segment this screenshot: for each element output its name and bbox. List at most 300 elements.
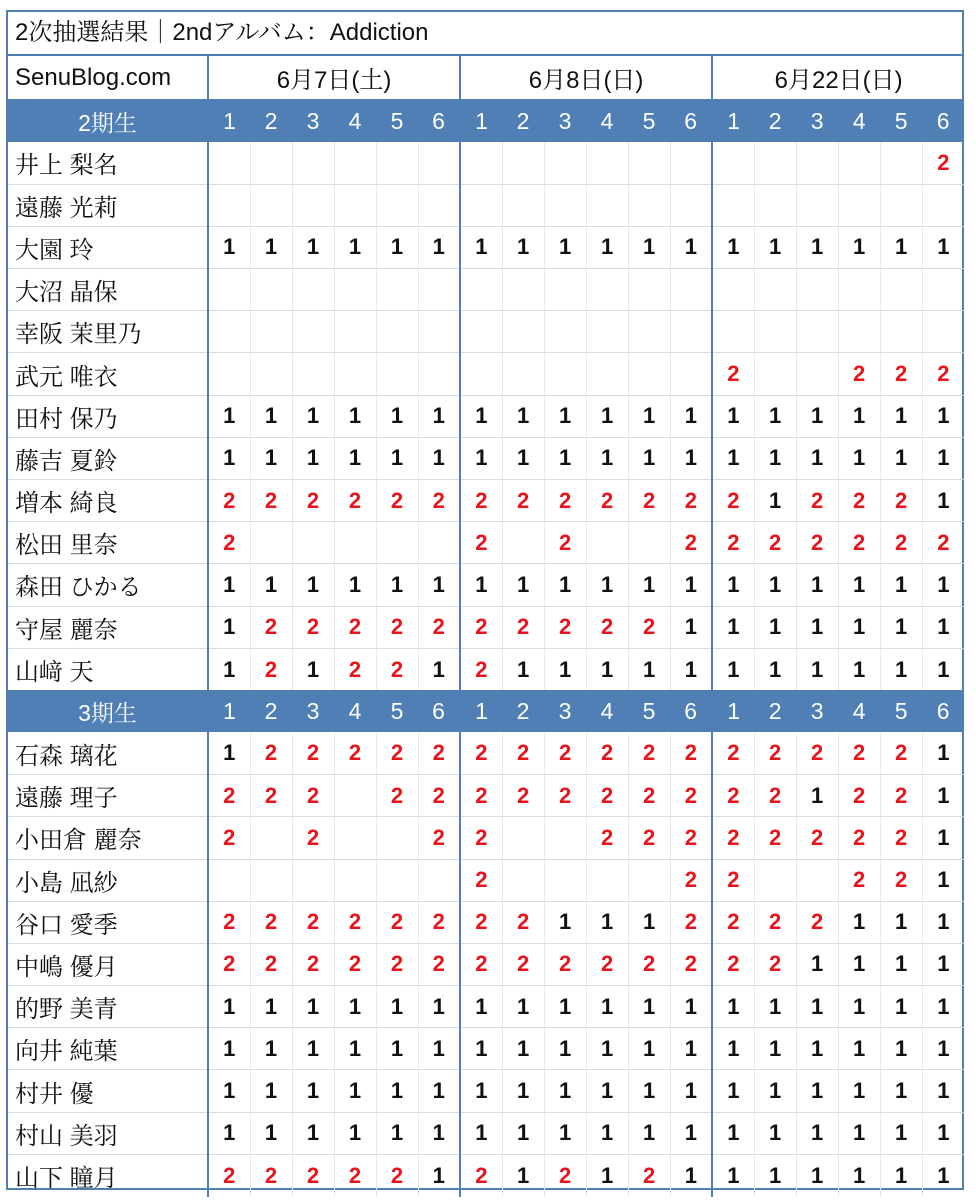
result-cell: 1 bbox=[628, 986, 670, 1028]
result-cell: 2 bbox=[376, 480, 418, 522]
result-cell: 1 bbox=[922, 859, 964, 901]
member-name: 藤吉 夏鈴 bbox=[8, 437, 208, 479]
result-cell: 2 bbox=[586, 775, 628, 817]
result-cell: 2 bbox=[838, 732, 880, 774]
result-cell: 1 bbox=[712, 395, 754, 437]
result-cell bbox=[376, 184, 418, 226]
result-cell: 1 bbox=[922, 648, 964, 690]
result-cell: 2 bbox=[502, 606, 544, 648]
result-cell: 2 bbox=[796, 901, 838, 943]
slot-number: 6 bbox=[670, 100, 712, 142]
date-header-0: 6月7日(土) bbox=[208, 56, 460, 100]
slot-number: 5 bbox=[390, 108, 404, 134]
result-cell: 2 bbox=[586, 606, 628, 648]
member-row bbox=[8, 1028, 964, 1070]
slot-number: 6 bbox=[936, 108, 950, 134]
result-cell bbox=[544, 353, 586, 395]
result-cell: 2 bbox=[334, 732, 376, 774]
result-cell: 1 bbox=[754, 648, 796, 690]
result-cell: 1 bbox=[208, 1028, 250, 1070]
member-row bbox=[8, 226, 964, 268]
result-cell: 2 bbox=[838, 775, 880, 817]
result-cell: 1 bbox=[544, 1028, 586, 1070]
result-cell: 1 bbox=[922, 901, 964, 943]
result-cell: 1 bbox=[880, 986, 922, 1028]
slot-number: 5 bbox=[894, 697, 908, 724]
result-cell: 1 bbox=[628, 395, 670, 437]
result-cell: 2 bbox=[376, 775, 418, 817]
result-cell bbox=[208, 269, 250, 311]
result-cell: 1 bbox=[628, 1070, 670, 1112]
result-cell: 2 bbox=[292, 606, 334, 648]
slot-number: 1 bbox=[727, 697, 741, 724]
result-cell: 2 bbox=[376, 606, 418, 648]
result-cell: 1 bbox=[292, 1028, 334, 1070]
result-cell: 1 bbox=[838, 437, 880, 479]
result-cell: 1 bbox=[502, 564, 544, 606]
member-name: 井上 梨名 bbox=[8, 142, 208, 184]
result-cell: 1 bbox=[796, 564, 838, 606]
result-cell bbox=[712, 311, 754, 353]
result-cell: 1 bbox=[712, 1112, 754, 1154]
result-cell: 2 bbox=[250, 1154, 292, 1196]
result-cell: 1 bbox=[838, 564, 880, 606]
result-cell: 2 bbox=[544, 732, 586, 774]
result-cell bbox=[544, 817, 586, 859]
result-cell: 1 bbox=[544, 395, 586, 437]
result-cell: 1 bbox=[628, 901, 670, 943]
result-cell bbox=[250, 184, 292, 226]
result-cell: 2 bbox=[880, 859, 922, 901]
result-cell bbox=[334, 142, 376, 184]
result-cell: 1 bbox=[754, 480, 796, 522]
result-cell: 1 bbox=[334, 1070, 376, 1112]
result-cell bbox=[880, 269, 922, 311]
result-cell bbox=[460, 353, 502, 395]
result-cell: 1 bbox=[418, 648, 460, 690]
result-cell: 1 bbox=[502, 986, 544, 1028]
result-cell bbox=[334, 775, 376, 817]
member-row bbox=[8, 184, 964, 226]
result-cell: 1 bbox=[376, 1028, 418, 1070]
result-cell: 1 bbox=[334, 564, 376, 606]
result-cell: 2 bbox=[502, 775, 544, 817]
result-cell bbox=[922, 311, 964, 353]
member-row bbox=[8, 732, 964, 774]
member-row bbox=[8, 142, 964, 184]
slot-number: 4 bbox=[348, 697, 362, 724]
member-row bbox=[8, 817, 964, 859]
result-cell: 1 bbox=[208, 226, 250, 268]
result-cell: 2 bbox=[292, 480, 334, 522]
result-cell: 1 bbox=[208, 395, 250, 437]
result-cell: 1 bbox=[796, 648, 838, 690]
slot-number: 1 bbox=[727, 108, 741, 134]
result-cell: 1 bbox=[880, 901, 922, 943]
result-cell: 1 bbox=[670, 226, 712, 268]
result-cell: 2 bbox=[418, 901, 460, 943]
result-cell: 2 bbox=[376, 901, 418, 943]
member-name: 松田 里奈 bbox=[8, 522, 208, 564]
result-cell bbox=[754, 142, 796, 184]
result-cell: 1 bbox=[796, 226, 838, 268]
result-cell: 1 bbox=[922, 1112, 964, 1154]
result-cell: 2 bbox=[838, 859, 880, 901]
result-cell bbox=[628, 184, 670, 226]
result-cell: 1 bbox=[460, 395, 502, 437]
site-name: SenuBlog.com bbox=[8, 56, 208, 100]
result-cell: 1 bbox=[250, 986, 292, 1028]
result-cell bbox=[208, 859, 250, 901]
result-cell: 1 bbox=[376, 1112, 418, 1154]
result-cell bbox=[628, 142, 670, 184]
slot-number: 5 bbox=[642, 108, 656, 134]
result-cell: 1 bbox=[922, 564, 964, 606]
result-cell: 1 bbox=[418, 395, 460, 437]
result-cell bbox=[334, 817, 376, 859]
member-row bbox=[8, 353, 964, 395]
slot-number: 3 bbox=[810, 108, 824, 134]
result-cell: 2 bbox=[460, 901, 502, 943]
result-cell bbox=[586, 184, 628, 226]
slot-number: 1 bbox=[223, 697, 236, 724]
result-cell: 1 bbox=[922, 1154, 964, 1196]
result-cell: 1 bbox=[544, 1070, 586, 1112]
result-cell bbox=[628, 859, 670, 901]
lottery-results-table bbox=[8, 56, 964, 1197]
result-cell: 1 bbox=[712, 564, 754, 606]
result-cell bbox=[586, 522, 628, 564]
result-cell: 1 bbox=[838, 1154, 880, 1196]
result-cell bbox=[922, 184, 964, 226]
slot-number: 3 bbox=[306, 108, 320, 134]
result-cell: 1 bbox=[838, 901, 880, 943]
result-cell: 2 bbox=[796, 522, 838, 564]
group-header-row bbox=[8, 100, 964, 142]
result-cell: 2 bbox=[586, 732, 628, 774]
slot-number: 4 bbox=[600, 108, 614, 134]
slot-number: 2 bbox=[264, 108, 278, 134]
result-cell bbox=[796, 269, 838, 311]
result-cell: 1 bbox=[334, 1028, 376, 1070]
slot-number: 2 bbox=[516, 108, 530, 134]
result-cell: 2 bbox=[712, 353, 754, 395]
slot-number: 4 bbox=[852, 108, 866, 134]
result-cell: 2 bbox=[922, 522, 964, 564]
result-cell bbox=[292, 859, 334, 901]
member-row bbox=[8, 395, 964, 437]
slot-number: 2 bbox=[768, 697, 782, 724]
result-cell: 1 bbox=[334, 226, 376, 268]
member-row bbox=[8, 606, 964, 648]
result-cell: 2 bbox=[334, 1154, 376, 1196]
slot-number: 1 bbox=[223, 108, 236, 134]
result-cell: 2 bbox=[460, 480, 502, 522]
member-row bbox=[8, 986, 964, 1028]
result-cell: 2 bbox=[712, 943, 754, 985]
result-cell: 1 bbox=[838, 1028, 880, 1070]
result-cell: 1 bbox=[502, 1112, 544, 1154]
result-cell bbox=[880, 311, 922, 353]
result-cell: 2 bbox=[838, 522, 880, 564]
result-cell bbox=[376, 522, 418, 564]
result-cell: 2 bbox=[208, 522, 250, 564]
result-cell: 2 bbox=[376, 732, 418, 774]
result-cell bbox=[292, 142, 334, 184]
date-header-1: 6月8日(日) bbox=[460, 56, 712, 100]
result-cell bbox=[754, 859, 796, 901]
slot-number: 2 bbox=[768, 108, 782, 134]
slot-number: 4 bbox=[600, 697, 614, 724]
result-cell: 2 bbox=[460, 606, 502, 648]
result-cell bbox=[670, 353, 712, 395]
result-cell: 2 bbox=[544, 480, 586, 522]
result-cell: 1 bbox=[838, 1070, 880, 1112]
result-cell: 1 bbox=[712, 1028, 754, 1070]
result-cell: 1 bbox=[838, 1112, 880, 1154]
result-cell: 2 bbox=[712, 480, 754, 522]
result-cell: 2 bbox=[250, 480, 292, 522]
result-cell: 1 bbox=[418, 986, 460, 1028]
result-cell: 1 bbox=[250, 1112, 292, 1154]
result-cell: 1 bbox=[223, 656, 236, 682]
result-cell bbox=[334, 311, 376, 353]
result-cell: 2 bbox=[502, 901, 544, 943]
result-cell: 2 bbox=[208, 901, 250, 943]
result-cell bbox=[460, 142, 502, 184]
result-cell: 2 bbox=[754, 817, 796, 859]
result-cell: 1 bbox=[250, 564, 292, 606]
result-cell: 1 bbox=[208, 606, 250, 648]
result-cell bbox=[250, 353, 292, 395]
result-cell: 1 bbox=[544, 564, 586, 606]
slot-number: 4 bbox=[852, 697, 866, 724]
slot-number: 3 bbox=[558, 697, 572, 724]
result-cell bbox=[250, 269, 292, 311]
result-cell bbox=[754, 311, 796, 353]
result-cell bbox=[250, 859, 292, 901]
result-cell: 2 bbox=[670, 480, 712, 522]
result-cell: 1 bbox=[838, 395, 880, 437]
result-cell bbox=[838, 142, 880, 184]
result-cell: 2 bbox=[796, 732, 838, 774]
result-cell: 2 bbox=[334, 943, 376, 985]
result-cell: 2 bbox=[712, 732, 754, 774]
result-cell bbox=[712, 184, 754, 226]
result-cell bbox=[754, 353, 796, 395]
result-cell: 1 bbox=[502, 648, 544, 690]
result-cell: 1 bbox=[586, 564, 628, 606]
result-cell bbox=[208, 184, 250, 226]
slot-number: 3 bbox=[810, 697, 824, 724]
result-cell bbox=[544, 184, 586, 226]
result-cell: 2 bbox=[475, 656, 488, 682]
result-cell bbox=[712, 142, 754, 184]
result-cell: 1 bbox=[544, 901, 586, 943]
result-cell bbox=[502, 311, 544, 353]
result-cell: 1 bbox=[460, 986, 502, 1028]
result-cell: 2 bbox=[502, 732, 544, 774]
result-cell: 1 bbox=[880, 226, 922, 268]
result-cell: 1 bbox=[922, 943, 964, 985]
result-cell: 1 bbox=[670, 437, 712, 479]
result-cell bbox=[544, 142, 586, 184]
result-cell: 1 bbox=[628, 1028, 670, 1070]
result-cell bbox=[418, 859, 460, 901]
member-row bbox=[8, 311, 964, 353]
result-cell bbox=[502, 859, 544, 901]
result-cell: 1 bbox=[376, 395, 418, 437]
result-cell: 1 bbox=[670, 1070, 712, 1112]
member-name: 小島 凪紗 bbox=[8, 859, 208, 901]
result-cell: 1 bbox=[292, 395, 334, 437]
result-cell: 1 bbox=[922, 1070, 964, 1112]
result-cell: 2 bbox=[880, 817, 922, 859]
result-cell: 1 bbox=[460, 1070, 502, 1112]
result-cell: 2 bbox=[460, 775, 502, 817]
result-cell: 2 bbox=[250, 648, 292, 690]
result-cell: 1 bbox=[880, 648, 922, 690]
result-cell bbox=[628, 311, 670, 353]
result-cell: 1 bbox=[460, 226, 502, 268]
result-cell: 1 bbox=[334, 395, 376, 437]
result-cell: 2 bbox=[670, 522, 712, 564]
result-cell: 2 bbox=[418, 480, 460, 522]
result-cell: 1 bbox=[586, 1112, 628, 1154]
result-cell bbox=[208, 142, 250, 184]
result-cell bbox=[838, 184, 880, 226]
result-cell: 2 bbox=[754, 901, 796, 943]
result-cell: 1 bbox=[292, 226, 334, 268]
result-cell bbox=[418, 184, 460, 226]
result-cell bbox=[418, 142, 460, 184]
slot-number: 6 bbox=[670, 690, 712, 732]
result-cell: 2 bbox=[544, 522, 586, 564]
result-cell bbox=[460, 269, 502, 311]
result-cell: 2 bbox=[754, 775, 796, 817]
result-cell: 1 bbox=[922, 606, 964, 648]
slot-number: 6 bbox=[418, 100, 460, 142]
result-cell: 1 bbox=[796, 437, 838, 479]
result-cell: 1 bbox=[334, 437, 376, 479]
result-cell: 1 bbox=[586, 226, 628, 268]
result-cell bbox=[334, 353, 376, 395]
member-row bbox=[8, 564, 964, 606]
result-cell bbox=[544, 859, 586, 901]
result-cell: 2 bbox=[292, 1154, 334, 1196]
result-cell: 1 bbox=[880, 564, 922, 606]
result-cell bbox=[628, 353, 670, 395]
result-cell: 1 bbox=[292, 564, 334, 606]
result-cell bbox=[460, 184, 502, 226]
result-cell: 1 bbox=[922, 480, 964, 522]
result-cell: 2 bbox=[880, 353, 922, 395]
result-cell bbox=[838, 269, 880, 311]
result-cell: 1 bbox=[754, 986, 796, 1028]
member-name: 守屋 麗奈 bbox=[8, 606, 208, 648]
member-row bbox=[8, 775, 964, 817]
result-cell: 1 bbox=[796, 395, 838, 437]
result-cell: 2 bbox=[418, 606, 460, 648]
result-cell: 1 bbox=[880, 943, 922, 985]
result-cell bbox=[754, 184, 796, 226]
result-cell bbox=[418, 269, 460, 311]
result-cell: 1 bbox=[418, 437, 460, 479]
result-cell: 1 bbox=[670, 1028, 712, 1070]
result-cell: 1 bbox=[502, 395, 544, 437]
result-cell bbox=[502, 184, 544, 226]
result-cell: 1 bbox=[922, 775, 964, 817]
result-cell: 1 bbox=[670, 606, 712, 648]
result-cell bbox=[670, 269, 712, 311]
result-cell: 2 bbox=[586, 817, 628, 859]
result-cell: 2 bbox=[250, 732, 292, 774]
result-cell bbox=[376, 311, 418, 353]
result-cell: 2 bbox=[670, 775, 712, 817]
result-cell: 2 bbox=[292, 901, 334, 943]
result-cell bbox=[544, 269, 586, 311]
result-cell: 1 bbox=[712, 986, 754, 1028]
slot-number: 5 bbox=[390, 697, 404, 724]
result-cell: 1 bbox=[712, 606, 754, 648]
result-cell bbox=[376, 142, 418, 184]
result-cell: 2 bbox=[670, 859, 712, 901]
result-cell: 2 bbox=[628, 817, 670, 859]
result-cell: 2 bbox=[838, 817, 880, 859]
result-cell: 1 bbox=[922, 395, 964, 437]
result-cell: 1 bbox=[418, 1070, 460, 1112]
result-cell: 2 bbox=[796, 817, 838, 859]
member-row bbox=[8, 859, 964, 901]
result-cell bbox=[586, 859, 628, 901]
result-cell bbox=[460, 311, 502, 353]
result-cell bbox=[502, 817, 544, 859]
result-cell: 1 bbox=[502, 226, 544, 268]
result-cell: 2 bbox=[586, 943, 628, 985]
group-label: 2期生 bbox=[8, 100, 208, 142]
result-cell bbox=[334, 269, 376, 311]
result-cell: 1 bbox=[880, 395, 922, 437]
slot-number: 1 bbox=[475, 108, 488, 134]
result-cell: 2 bbox=[208, 480, 250, 522]
result-cell bbox=[376, 859, 418, 901]
result-cell: 2 bbox=[292, 775, 334, 817]
result-cell: 1 bbox=[208, 437, 250, 479]
member-row bbox=[8, 480, 964, 522]
result-cell: 1 bbox=[670, 564, 712, 606]
result-cell bbox=[502, 522, 544, 564]
result-cell: 1 bbox=[628, 437, 670, 479]
result-cell: 1 bbox=[670, 648, 712, 690]
member-row bbox=[8, 901, 964, 943]
result-cell: 1 bbox=[334, 986, 376, 1028]
result-cell: 1 bbox=[460, 1028, 502, 1070]
result-cell bbox=[796, 184, 838, 226]
result-cell bbox=[670, 142, 712, 184]
result-cell: 1 bbox=[754, 1070, 796, 1112]
member-name: 遠藤 理子 bbox=[8, 775, 208, 817]
result-cell: 2 bbox=[712, 817, 754, 859]
result-cell bbox=[586, 142, 628, 184]
result-cell: 1 bbox=[880, 1112, 922, 1154]
result-cell: 1 bbox=[376, 437, 418, 479]
result-cell: 1 bbox=[727, 1162, 740, 1188]
result-cell: 2 bbox=[418, 775, 460, 817]
result-cell: 2 bbox=[670, 732, 712, 774]
result-cell: 1 bbox=[586, 901, 628, 943]
result-cell: 1 bbox=[586, 648, 628, 690]
member-row bbox=[8, 1070, 964, 1112]
